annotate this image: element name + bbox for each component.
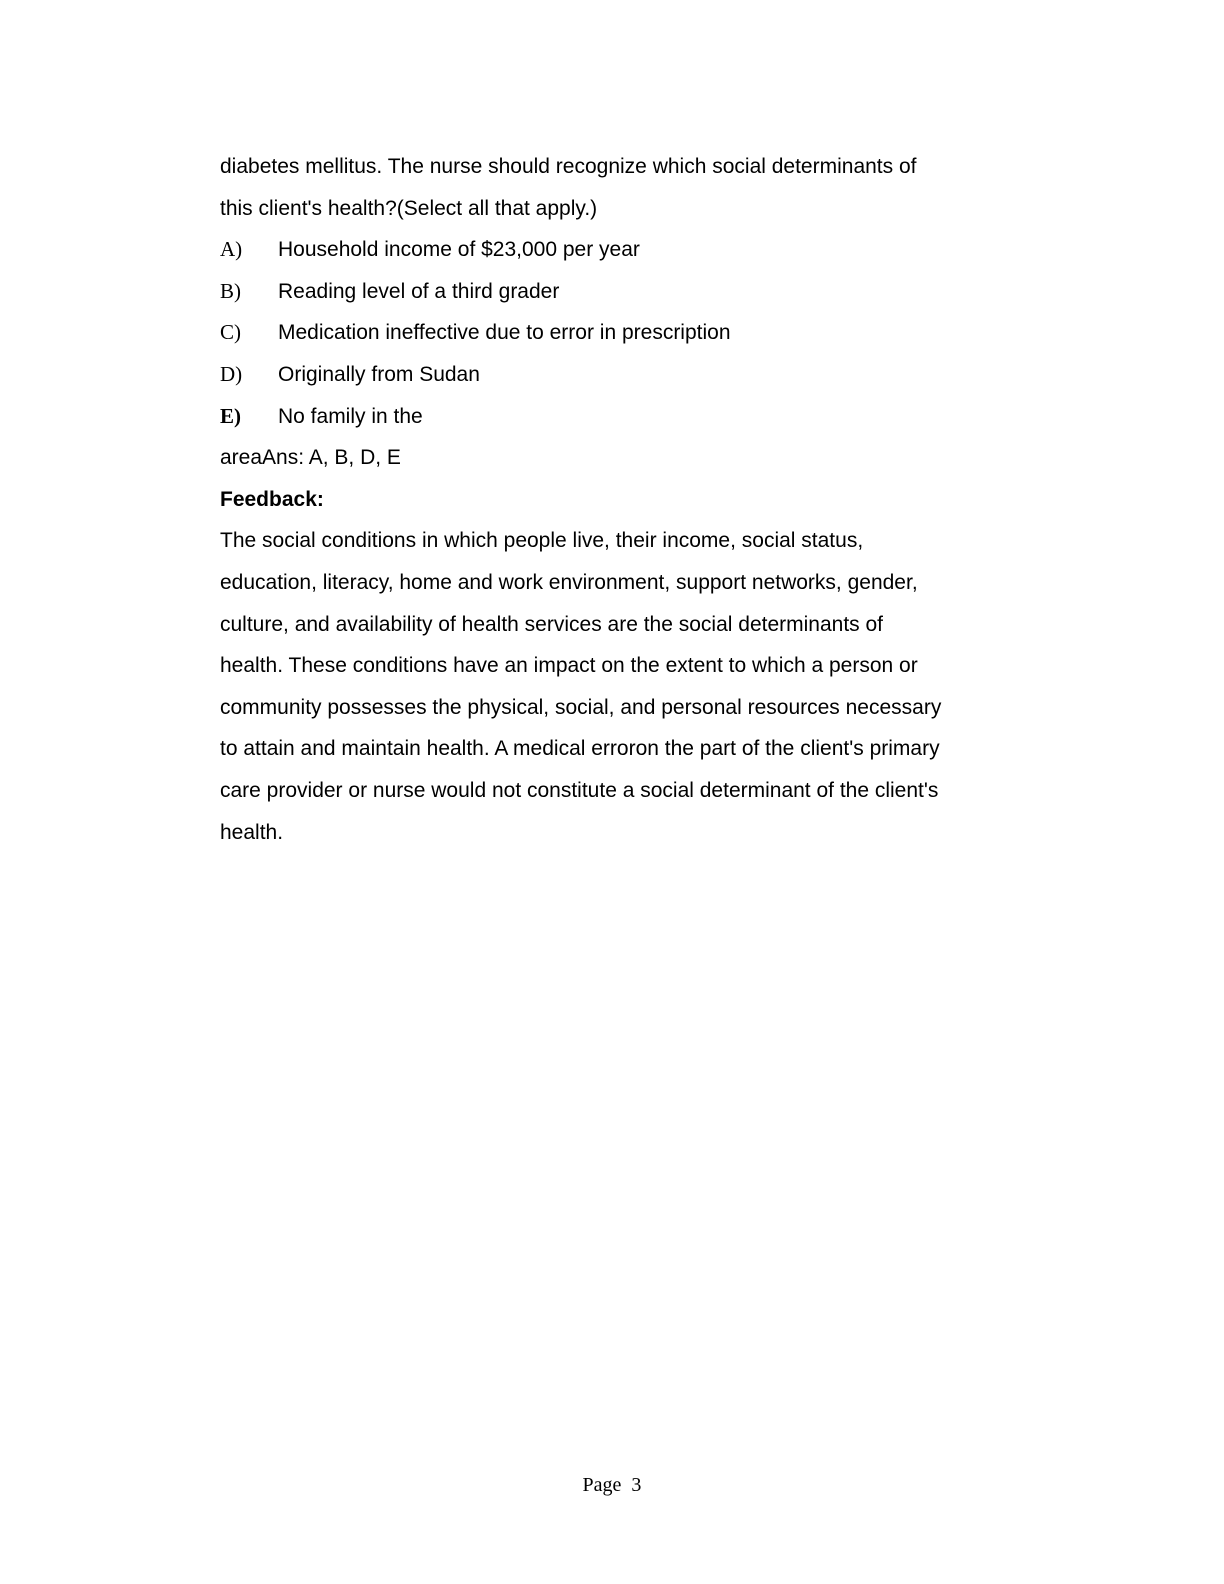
feedback-line: health. These conditions have an impact on the extent to which a person or xyxy=(220,654,918,678)
question-stem xyxy=(220,146,1050,229)
feedback-line: care provider or nurse would not constitute a social determinant of the client's xyxy=(220,778,939,802)
answer-line: areaAns: A, B, D, E xyxy=(220,446,401,470)
feedback-heading: Feedback: xyxy=(220,487,324,511)
option-letter: E) xyxy=(220,403,241,428)
option-c xyxy=(220,312,1050,354)
option-e xyxy=(220,396,1050,438)
option-b xyxy=(220,271,1050,313)
option-letter: D) xyxy=(220,361,243,386)
question-line: this client's health?(Select all that apply.) xyxy=(220,196,598,220)
option-text: Household income of $23,000 per year xyxy=(278,238,640,262)
option-text: Reading level of a third grader xyxy=(278,279,560,303)
option-d xyxy=(220,354,1050,396)
option-text: Originally from Sudan xyxy=(278,362,480,386)
page-footer xyxy=(0,1474,1224,1497)
option-letter: C) xyxy=(220,320,241,345)
page-number: Page 3 xyxy=(582,1474,642,1496)
option-text: Medication ineffective due to error in prescription xyxy=(278,321,731,345)
feedback-line: health. xyxy=(220,820,284,844)
document-body xyxy=(220,146,1050,853)
feedback-line: to attain and maintain health. A medical erroron the part of the client's primary xyxy=(220,737,940,761)
feedback-line: community possesses the physical, social, and personal resources necessary xyxy=(220,695,942,719)
option-letter: B) xyxy=(220,278,241,303)
feedback-line: culture, and availability of health services are the social determinants of xyxy=(220,612,884,636)
question-line: diabetes mellitus. The nurse should recognize which social determinants of xyxy=(220,155,917,178)
feedback-text xyxy=(220,520,1050,853)
option-text: No family in the xyxy=(278,404,423,428)
answer-options xyxy=(220,229,1050,437)
feedback-line: education, literacy, home and work environment, support networks, gender, xyxy=(220,570,918,594)
option-a xyxy=(220,229,1050,271)
feedback-line: The social conditions in which people live, their income, social status, xyxy=(220,529,864,553)
option-letter: A) xyxy=(220,237,243,262)
